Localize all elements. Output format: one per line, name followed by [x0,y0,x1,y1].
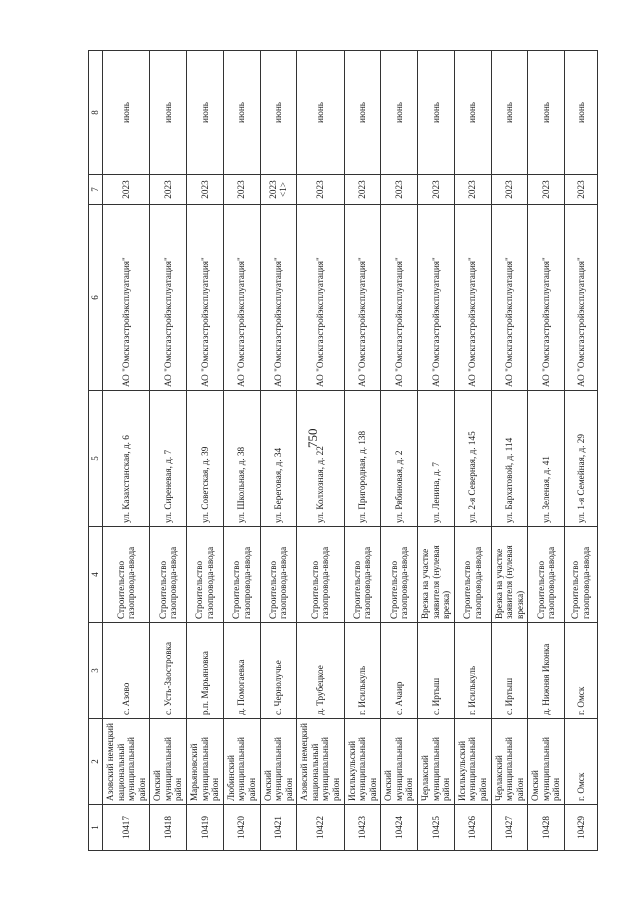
year-cell: 2023 <1> [260,175,297,205]
row-number-cell: 10422 [297,805,344,851]
organization-cell: АО "Омскгазстройэксплуатация" [297,205,344,391]
address-cell: ул. 2-я Северная, д. 145 [454,391,491,527]
organization-cell: АО "Омскгазстройэксплуатация" [418,205,455,391]
month-cell: июнь [564,51,597,175]
table-body [103,51,598,851]
row-number-cell: 10428 [528,805,565,851]
organization-cell: АО "Омскгазстройэксплуатация" [187,205,224,391]
table-row [528,51,565,851]
table-row [187,51,224,851]
year-cell: 2023 [381,175,418,205]
table-row [381,51,418,851]
organization-cell: АО "Омскгазстройэксплуатация" [454,205,491,391]
column-header: 1 [89,805,103,851]
organization-cell: АО "Омскгазстройэксплуатация" [381,205,418,391]
row-number-cell: 10429 [564,805,597,851]
year-cell: 2023 [454,175,491,205]
column-number-row [89,51,103,851]
locality-cell: с. Иртыш [491,623,528,719]
row-number-cell: 10427 [491,805,528,851]
table-row [103,51,150,851]
work-type-cell: Строительство газопровода-ввода [564,527,597,623]
row-number-cell: 10423 [344,805,381,851]
year-cell: 2023 [187,175,224,205]
year-cell: 2023 [103,175,150,205]
address-cell: ул. Пригородная, д. 138 [344,391,381,527]
address-cell: ул. Школьная, д. 38 [223,391,260,527]
locality-cell: с. Чернолучье [260,623,297,719]
row-number-cell: 10417 [103,805,150,851]
table-row [454,51,491,851]
work-type-cell: Строительство газопровода-ввода [150,527,187,623]
organization-cell: АО "Омскгазстройэксплуатация" [223,205,260,391]
row-number-cell: 10418 [150,805,187,851]
year-cell: 2023 [418,175,455,205]
month-cell: июнь [260,51,297,175]
column-header: 7 [89,175,103,205]
address-cell: ул. Колхозная, д. 22 [297,391,344,527]
district-cell: Омский муниципальный район [381,719,418,805]
district-cell: Омский муниципальный район [260,719,297,805]
gasification-table [88,50,598,851]
month-cell: июнь [344,51,381,175]
month-cell: июнь [381,51,418,175]
district-cell: Любинский муниципальный район [223,719,260,805]
locality-cell: с. Азово [103,623,150,719]
row-number-cell: 10421 [260,805,297,851]
organization-cell: АО "Омскгазстройэксплуатация" [528,205,565,391]
work-type-cell: Строительство газопровода-ввода [297,527,344,623]
table-row [260,51,297,851]
district-cell: Омский муниципальный район [150,719,187,805]
year-cell: 2023 [491,175,528,205]
year-cell: 2023 [344,175,381,205]
year-cell: 2023 [150,175,187,205]
locality-cell: д. Трубецкое [297,623,344,719]
table-row [344,51,381,851]
work-type-cell: Строительство газопровода-ввода [344,527,381,623]
table-row [564,51,597,851]
district-cell: г. Омск [564,719,597,805]
row-number-cell: 10425 [418,805,455,851]
column-header: 2 [89,719,103,805]
district-cell: Азовский немецкий национальный муниципальный район [103,719,150,805]
locality-cell: г. Исилькуль [454,623,491,719]
table-row [150,51,187,851]
table-row [491,51,528,851]
organization-cell: АО "Омскгазстройэксплуатация" [260,205,297,391]
table-row [418,51,455,851]
address-cell: ул. Береговая, д. 34 [260,391,297,527]
work-type-cell: Строительство газопровода-ввода [187,527,224,623]
rotated-table-container [88,51,591,851]
work-type-cell: Строительство газопровода-ввода [103,527,150,623]
month-cell: июнь [223,51,260,175]
month-cell: июнь [491,51,528,175]
year-cell: 2023 [564,175,597,205]
table-row [223,51,260,851]
district-cell: Исилькульский муниципальный район [344,719,381,805]
organization-cell: АО "Омскгазстройэксплуатация" [150,205,187,391]
year-cell: 2023 [223,175,260,205]
locality-cell: д. Помогаевка [223,623,260,719]
work-type-cell: Строительство газопровода-ввода [381,527,418,623]
table-row [297,51,344,851]
locality-cell: д. Нижняя Иконка [528,623,565,719]
organization-cell: АО "Омскгазстройэксплуатация" [344,205,381,391]
address-cell: ул. Рябиновая, д. 2 [381,391,418,527]
month-cell: июнь [187,51,224,175]
month-cell: июнь [528,51,565,175]
address-cell: ул. Бархатовой, д. 114 [491,391,528,527]
month-cell: июнь [103,51,150,175]
address-cell: ул. 1-я Семейная, д. 29 [564,391,597,527]
row-number-cell: 10420 [223,805,260,851]
organization-cell: АО "Омскгазстройэксплуатация" [491,205,528,391]
work-type-cell: Строительство газопровода-ввода [454,527,491,623]
row-number-cell: 10419 [187,805,224,851]
district-cell: Черлакский муниципальный район [491,719,528,805]
work-type-cell: Врезка на участке заявителя (нулевая врезка) [491,527,528,623]
address-cell: ул. Зеленая, д. 41 [528,391,565,527]
address-cell: ул. Сиреневая, д. 7 [150,391,187,527]
district-cell: Черлакский муниципальный район [418,719,455,805]
district-cell: Исилькульский муниципальный район [454,719,491,805]
locality-cell: г. Исилькуль [344,623,381,719]
work-type-cell: Строительство газопровода-ввода [260,527,297,623]
month-cell: июнь [297,51,344,175]
district-cell: Омский муниципальный район [528,719,565,805]
address-cell: ул. Советская, д. 39 [187,391,224,527]
locality-cell: с. Иртыш [418,623,455,719]
column-header: 4 [89,527,103,623]
column-header: 3 [89,623,103,719]
page-number: 750 [305,428,320,448]
work-type-cell: Строительство газопровода-ввода [223,527,260,623]
column-header: 5 [89,391,103,527]
district-cell: Марьяновский муниципальный район [187,719,224,805]
organization-cell: АО "Омскгазстройэксплуатация" [564,205,597,391]
district-cell: Азовский немецкий национальный муниципальный район [297,719,344,805]
month-cell: июнь [150,51,187,175]
column-header: 6 [89,205,103,391]
year-cell: 2023 [297,175,344,205]
month-cell: июнь [454,51,491,175]
address-cell: ул. Ленина, д. 7 [418,391,455,527]
year-cell: 2023 [528,175,565,205]
locality-cell: г. Омск [564,623,597,719]
column-header: 8 [89,51,103,175]
organization-cell: АО "Омскгазстройэксплуатация" [103,205,150,391]
locality-cell: р.п. Марьяновка [187,623,224,719]
address-cell: ул. Казахстанская, д. 6 [103,391,150,527]
locality-cell: с. Ачаир [381,623,418,719]
row-number-cell: 10426 [454,805,491,851]
row-number-cell: 10424 [381,805,418,851]
work-type-cell: Строительство газопровода-ввода [528,527,565,623]
locality-cell: с. Усть-Заостровка [150,623,187,719]
month-cell: июнь [418,51,455,175]
work-type-cell: Врезка на участке заявителя (нулевая врезка) [418,527,455,623]
